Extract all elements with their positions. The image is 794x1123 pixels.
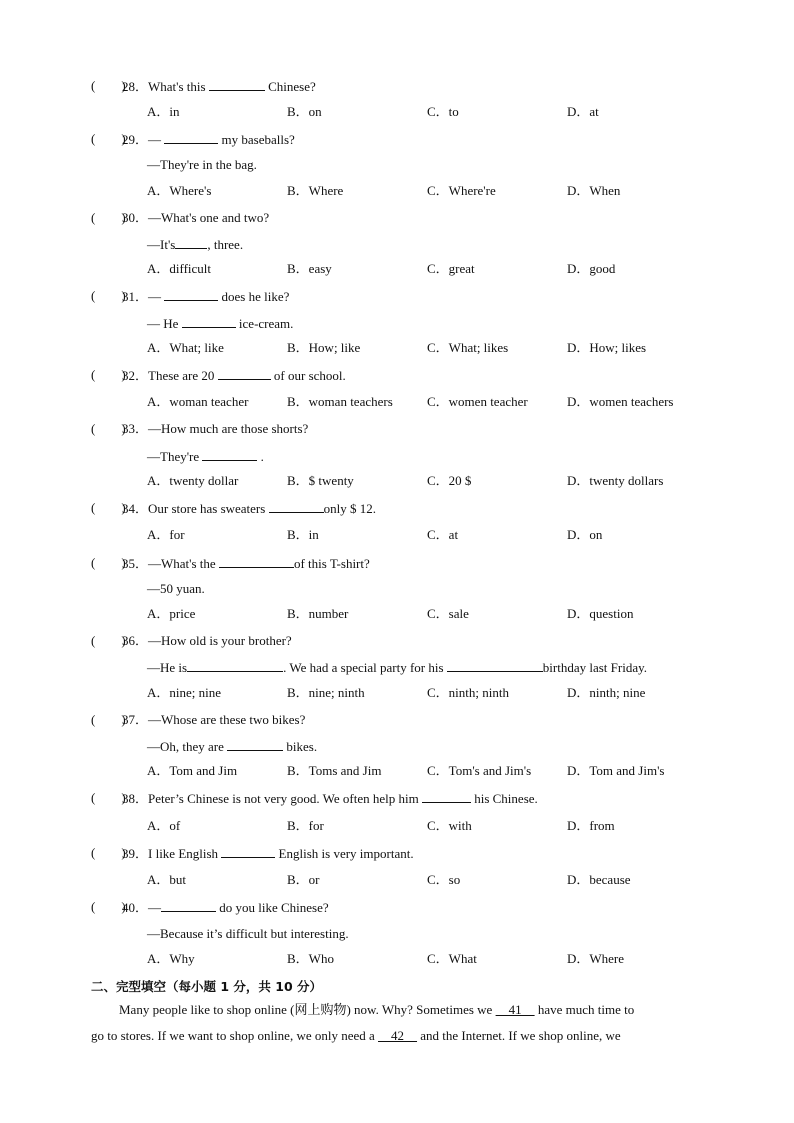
passage-text: go to stores. If we want to shop online, we only need a: [91, 1028, 379, 1043]
option-b[interactable]: B．or: [287, 872, 320, 887]
passage-text: Many people like to shop online (网上购物) now. Why? Sometimes we: [119, 1002, 496, 1017]
response-text: .: [257, 449, 264, 464]
answer-paren[interactable]: ( ): [91, 131, 126, 146]
passage-text: and the Internet. If we shop online, we: [417, 1028, 621, 1043]
option-b[interactable]: B．on: [287, 104, 322, 119]
response-text: bikes.: [283, 739, 318, 754]
question-text: 33．—How much are those shorts?: [122, 421, 309, 436]
answer-blank: [164, 131, 218, 144]
option-b[interactable]: B．in: [287, 527, 319, 542]
answer-paren[interactable]: ( ): [91, 367, 126, 382]
option-c[interactable]: C．Tom's and Jim's: [427, 763, 532, 778]
answer-paren[interactable]: ( ): [91, 712, 126, 727]
response-text: —Because it’s difficult but interesting.: [147, 926, 349, 941]
answer-blank: [164, 288, 218, 301]
option-a[interactable]: A．for: [147, 527, 185, 542]
answer-blank: [175, 236, 207, 249]
option-b[interactable]: B．Where: [287, 183, 344, 198]
question-32: [122, 367, 346, 384]
passage-line-1: [91, 997, 706, 1023]
passage-text: have much time to: [534, 1002, 635, 1017]
question-text: 29．—: [122, 132, 165, 147]
question-37-response: [147, 738, 317, 755]
question-text: 31．—: [122, 289, 165, 304]
answer-blank: [218, 367, 271, 380]
option-d[interactable]: D．at: [567, 104, 599, 119]
cloze-blank-41[interactable]: 41: [495, 1002, 535, 1017]
question-30: [122, 210, 269, 226]
answer-paren[interactable]: ( ): [91, 899, 126, 914]
response-text: — He: [147, 316, 182, 331]
answer-blank: [447, 659, 543, 672]
question-text: 36．—How old is your brother?: [122, 633, 292, 648]
answer-paren[interactable]: ( ): [91, 633, 126, 648]
answer-blank: [202, 448, 257, 461]
answer-paren[interactable]: ( ): [91, 288, 126, 303]
option-d[interactable]: D．on: [567, 527, 603, 542]
question-text: 35．—What's the: [122, 556, 219, 571]
option-a[interactable]: A．Where's: [147, 183, 212, 198]
question-35-response: [147, 581, 205, 597]
option-a[interactable]: A．woman teacher: [147, 394, 249, 409]
option-d[interactable]: D．question: [567, 606, 634, 621]
answer-blank: [182, 315, 236, 328]
option-c[interactable]: C．20 $: [427, 473, 472, 488]
question-29: [122, 131, 295, 148]
question-text: 38．Peter’s Chinese is not very good. We often help him: [122, 791, 422, 806]
answer-paren[interactable]: ( ): [91, 555, 126, 570]
question-33-response: [147, 448, 264, 465]
question-text: 39．I like English: [122, 846, 222, 861]
answer-blank: [221, 845, 275, 858]
option-d[interactable]: D．women teachers: [567, 394, 674, 409]
question-text: Chinese?: [264, 79, 316, 94]
option-d[interactable]: D．How; likes: [567, 340, 647, 355]
option-d[interactable]: D．good: [567, 261, 616, 276]
question-39: [122, 845, 414, 862]
option-a[interactable]: A．nine; nine: [147, 685, 222, 700]
question-text: English is very important.: [275, 846, 414, 861]
option-a[interactable]: A．twenty dollar: [147, 473, 239, 488]
question-text: 32．These are 20: [122, 368, 218, 383]
response-text: —He is: [147, 660, 188, 675]
option-a[interactable]: A．of: [147, 818, 181, 833]
response-text: ice-cream.: [235, 316, 294, 331]
option-c[interactable]: C．ninth; ninth: [427, 685, 509, 700]
option-a[interactable]: A．Tom and Jim: [147, 763, 238, 778]
option-b[interactable]: B．woman teachers: [287, 394, 393, 409]
option-c[interactable]: C．with: [427, 818, 472, 833]
passage-line-2: [91, 1023, 706, 1049]
option-a[interactable]: A．Why: [147, 951, 195, 966]
option-b[interactable]: B．number: [287, 606, 349, 621]
question-text: 34．Our store has sweaters: [122, 501, 269, 516]
option-d[interactable]: D．Where: [567, 951, 625, 966]
answer-paren[interactable]: ( ): [91, 210, 126, 225]
question-text: 28．What's this: [122, 79, 209, 94]
question-40: [122, 899, 329, 916]
option-d[interactable]: D．ninth; nine: [567, 685, 646, 700]
option-a[interactable]: A．difficult: [147, 261, 212, 276]
response-text: —Oh, they are: [147, 739, 228, 754]
question-28: [122, 78, 316, 95]
response-text: —It's: [147, 237, 176, 252]
answer-blank: [269, 500, 324, 513]
response-text: —They're: [147, 449, 203, 464]
option-b[interactable]: B．Toms and Jim: [287, 763, 382, 778]
cloze-blank-42[interactable]: 42: [378, 1028, 418, 1043]
question-40-response: [147, 926, 349, 942]
question-29-response: [147, 157, 257, 173]
answer-paren[interactable]: ( ): [91, 790, 126, 805]
response-text: , three.: [207, 237, 244, 252]
answer-blank: [422, 790, 471, 803]
question-text: of this T-shirt?: [293, 556, 370, 571]
answer-paren[interactable]: ( ): [91, 500, 126, 515]
question-33: [122, 421, 308, 437]
question-text: 30．—What's one and two?: [122, 210, 270, 225]
option-d[interactable]: D．twenty dollars: [567, 473, 664, 488]
answer-blank: [187, 659, 283, 672]
question-37: [122, 712, 305, 728]
question-text: 37．—Whose are these two bikes?: [122, 712, 306, 727]
option-a[interactable]: A．What; like: [147, 340, 224, 355]
option-b[interactable]: B．for: [287, 818, 324, 833]
answer-paren[interactable]: ( ): [91, 421, 126, 436]
option-b[interactable]: B．Who: [287, 951, 334, 966]
option-c[interactable]: C．so: [427, 872, 461, 887]
question-31-response: [147, 315, 293, 332]
response-text: —50 yuan.: [147, 581, 205, 596]
question-30-response: [147, 236, 243, 253]
section-heading: 二、完型填空（每小题 1 分，共 10 分）: [91, 979, 323, 994]
response-text: —They're in the bag.: [147, 157, 257, 172]
option-c[interactable]: C．women teacher: [427, 394, 528, 409]
question-text: of our school.: [270, 368, 346, 383]
answer-paren[interactable]: ( ): [91, 78, 126, 93]
option-c[interactable]: C．Where're: [427, 183, 496, 198]
answer-blank: [209, 78, 265, 91]
question-35: [122, 555, 370, 572]
option-d[interactable]: D．from: [567, 818, 615, 833]
question-31: [122, 288, 289, 305]
answer-paren[interactable]: ( ): [91, 845, 126, 860]
question-36-response: [147, 659, 647, 676]
question-text: his Chinese.: [470, 791, 538, 806]
response-text: birthday last Friday.: [542, 660, 648, 675]
question-text: does he like?: [218, 289, 290, 304]
option-c[interactable]: C．What; likes: [427, 340, 509, 355]
option-c[interactable]: C．to: [427, 104, 459, 119]
question-text: 40．—: [122, 900, 162, 915]
question-34: [122, 500, 376, 517]
option-a[interactable]: A．in: [147, 104, 180, 119]
response-text: . We had a special party for his: [283, 660, 447, 675]
question-text: do you like Chinese?: [216, 900, 329, 915]
answer-blank: [161, 899, 216, 912]
option-c[interactable]: C．at: [427, 527, 459, 542]
option-b[interactable]: B．easy: [287, 261, 332, 276]
option-d[interactable]: D．When: [567, 183, 621, 198]
option-d[interactable]: D．Tom and Jim's: [567, 763, 665, 778]
option-d[interactable]: D．because: [567, 872, 631, 887]
option-c[interactable]: C．sale: [427, 606, 469, 621]
option-a[interactable]: A．price: [147, 606, 196, 621]
option-a[interactable]: A．but: [147, 872, 187, 887]
option-b[interactable]: B．How; like: [287, 340, 361, 355]
question-36: [122, 633, 292, 649]
answer-blank: [227, 738, 283, 751]
question-text: my baseballs?: [218, 132, 295, 147]
option-b[interactable]: B．$ twenty: [287, 473, 354, 488]
cloze-passage: [91, 997, 706, 1049]
question-38: [122, 790, 538, 807]
answer-blank: [219, 555, 294, 568]
option-b[interactable]: B．nine; ninth: [287, 685, 365, 700]
option-c[interactable]: C．great: [427, 261, 475, 276]
question-text: only $ 12.: [323, 501, 376, 516]
option-c[interactable]: C．What: [427, 951, 477, 966]
